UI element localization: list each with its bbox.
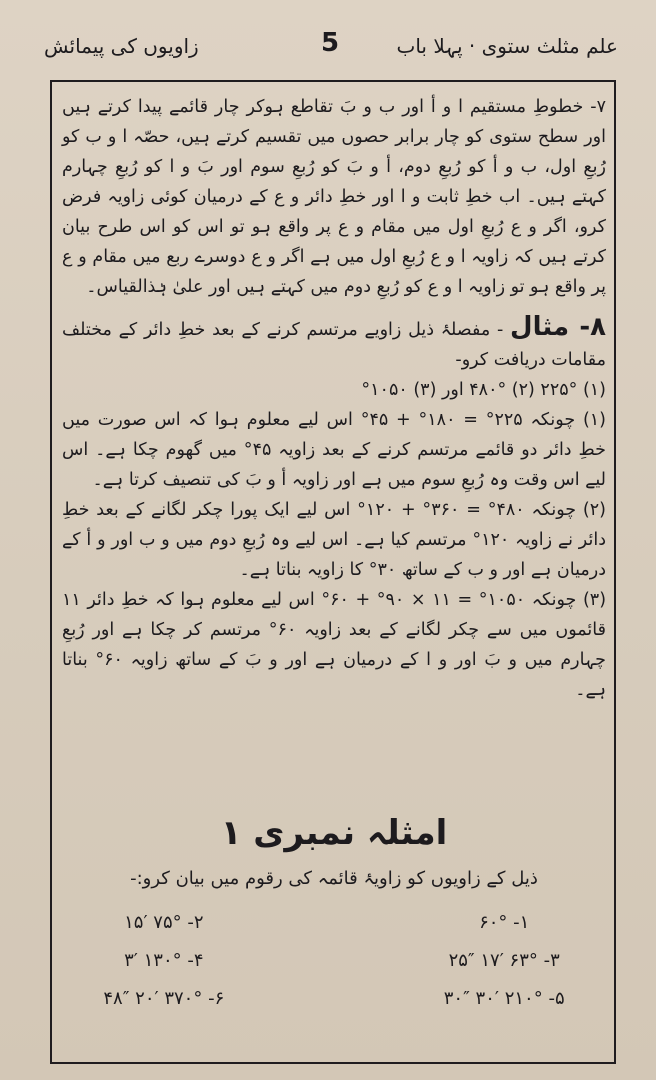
exercise-grid	[80, 904, 588, 1018]
exercise-item: ۵- ۲۱۰° ۳۰′ ۳۰″	[443, 988, 565, 1009]
exercise-item: ۱- ۶۰°	[479, 912, 530, 933]
section-topic: زاویوں کی پیمائش	[44, 34, 199, 58]
chapter-title: علم مثلث ستوی · پہلا باب	[396, 34, 618, 58]
exercise-item: ۴- ۱۳۰° ۳′	[124, 950, 204, 971]
exercise-row	[80, 904, 588, 942]
example-label: ۸- مثال	[510, 312, 606, 342]
solution-2: (۲) چونکہ ۴۸۰° = ۳۶۰° + ۱۲۰° اس لیے ایک پورا چکر لگانے کے بعد خطِ دائر نے زاویہ ۱۲۰° مرتسم کیا ہے۔ اس لیے وہ رُبعِ دوم میں و ب اور و أ کے درمیان ہے اور و ب کے ساتھ ۳۰° کا زاویہ بناتا ہے۔	[62, 500, 606, 580]
exercise-item: ۶- ۳۷۰° ۲۰′ ۴۸″	[103, 988, 225, 1009]
exercise-title: امثلہ نمبری ۱	[220, 813, 448, 853]
page-number: 5	[321, 28, 340, 58]
exercise-row	[80, 980, 588, 1018]
example-values: (۱) ۲۲۵° (۲) ۴۸۰° اور (۳) ۱۰۵۰°	[361, 380, 606, 400]
exercise-item: ۳- ۶۳° ۱۷′ ۲۵″	[448, 950, 560, 971]
solution-1: (۱) چونکہ ۲۲۵° = ۱۸۰° + ۴۵° اس لیے معلوم ہوا کہ اس صورت میں خطِ دائر دو قائمے مرتسم کرنے کے بعد زاویہ ۴۵° میں گھوم چکا ہے۔ اس لیے اس وقت وہ رُبعِ سوم میں ہے اور زاویہ أ و بَ کی تنصیف کرتا ہے۔	[62, 410, 606, 490]
paragraph-7: ۷- خطوطِ مستقیم ا و أ اور ب و بَ تقاطع ہوکر چار قائمے پیدا کرتے ہیں اور سطح ستوی کو چار برابر حصوں میں تقسیم کرتے ہیں، حصّہ ا و ب کو رُبعِ اول، ب و أ کو رُبعِ دوم، أ و بَ کو رُبعِ سوم اور بَ و ا کو رُبعِ چہارم کہتے ہیں۔ اب خطِ ثابت و ا اور خطِ دائر و ع کے درمیان کوئی زاویہ فرض کرو، اگر و ع رُبعِ اول میں مقام و ع پر واقع ہو تو اس کو اس طرح بیان کرتے ہیں کہ زاویہ ا و ع رُبعِ اول میں ہے اگر و ع دوسرے ربع میں مقام و ع پر واقع ہو تو زاویہ ا و ع کو رُبعِ دوم میں کہتے ہیں اور علیٰ ہٰذالقیاس۔	[62, 97, 606, 297]
example-text: - مفصلۂ ذیل زاویے مرتسم کرنے کے بعد خطِ دائر کے مختلف مقامات دریافت کرو-	[62, 320, 606, 370]
running-header	[44, 28, 618, 64]
exercise-instruction: ذیل کے زاویوں کو زاویۂ قائمہ کی رقوم میں بیان کرو:-	[130, 868, 538, 889]
exercise-row	[80, 942, 588, 980]
example-intro	[62, 312, 606, 375]
main-text	[62, 92, 606, 705]
solution-3: (۳) چونکہ ۱۰۵۰° = ۱۱ × ۹۰° + ۶۰° اس لیے معلوم ہوا کہ خطِ دائر ۱۱ قائموں میں سے چکر لگانے کے بعد زاویہ ۶۰° مرتسم کر چکا ہے اور رُبعِ چہارم میں و بَ اور و ا کے درمیان ہے اور و بَ کے ساتھ زاویہ ۶۰° بناتا ہے۔	[62, 590, 607, 700]
exercise-item: ۲- ۷۵° ۱۵′	[124, 912, 204, 933]
